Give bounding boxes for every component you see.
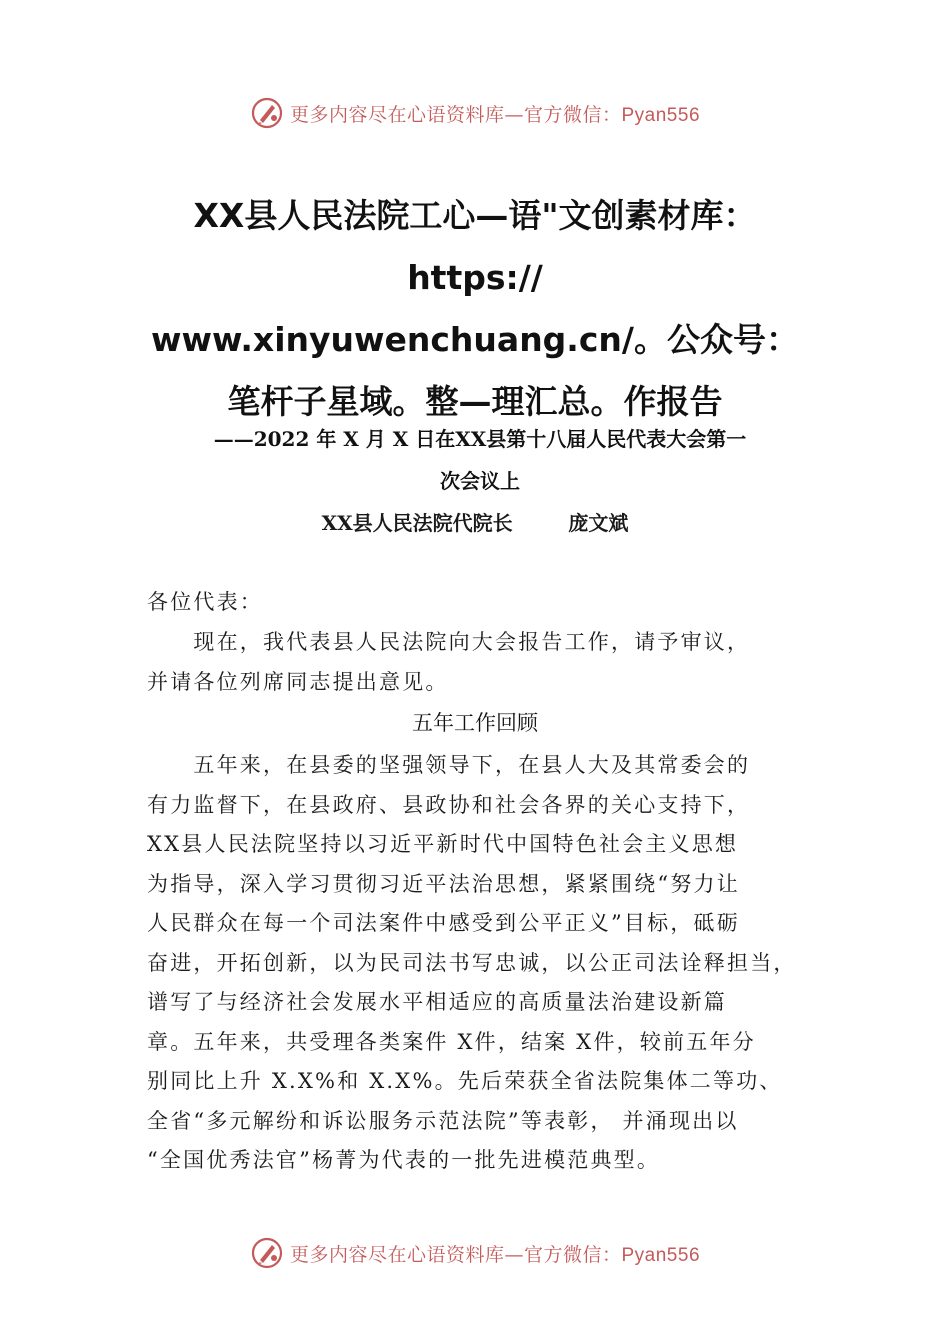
footer-watermark xyxy=(0,1233,950,1273)
subtitle-line: ——2022 年 X 月 X 日在XX县第十八届人民代表大会第一 xyxy=(213,427,747,451)
watermark-label: 更多内容尽在心语资料库—官方微信： xyxy=(289,1243,622,1266)
paragraph-line: 章。五年来，共受理各类案件 X件，结案 X件，较前五年分 xyxy=(147,1029,756,1054)
author-position: XX县人民法院代院长 xyxy=(321,511,513,535)
title-line: www.xinyuwenchuang.cn/。公众号： xyxy=(151,320,799,359)
header-watermark xyxy=(0,93,950,133)
subtitle-line: 次会议上 xyxy=(440,469,520,493)
review-paragraph xyxy=(147,746,827,1181)
title-line: 笔杆子星域。整—理汇总。作报告 xyxy=(227,382,723,421)
paragraph-line: 并请各位列席同志提出意见。 xyxy=(147,670,449,694)
watermark-text xyxy=(290,1240,700,1267)
author-line xyxy=(0,503,950,543)
paragraph-line: 别同比上升 X.X%和 X.X%。先后荣获全省法院集体二等功、 xyxy=(147,1069,783,1093)
paragraph-line: 有力监督下，在县政府、县政协和社会各界的关心支持下， xyxy=(147,792,751,817)
paragraph-line: “全国优秀法官”杨菁为代表的一批先进模范典型。 xyxy=(147,1148,661,1172)
author-name: 庞文斌 xyxy=(568,511,629,535)
section-heading: 五年工作回顾 xyxy=(412,711,538,735)
salutation-text: 各位代表： xyxy=(147,590,263,614)
pen-seal-icon xyxy=(250,96,284,130)
pen-seal-icon xyxy=(250,1236,284,1270)
document-subtitle xyxy=(140,418,820,502)
paragraph-line: 五年来，在县委的坚强领导下，在县人大及其常委会的 xyxy=(147,753,751,777)
watermark-wechat-id: Pyan556 xyxy=(621,1244,701,1266)
title-line: https:// xyxy=(407,258,543,297)
intro-paragraph xyxy=(147,622,827,702)
paragraph-line: XX县人民法院坚持以习近平新时代中国特色社会主义思想 xyxy=(147,832,739,856)
paragraph-line: 为指导，深入学习贯彻习近平法治思想，紧紧围绕“努力让 xyxy=(147,871,740,896)
paragraph-line: 人民群众在每一个司法案件中感受到公平正义”目标，砥砺 xyxy=(147,911,740,935)
document-title xyxy=(120,185,830,433)
paragraph-line: 奋进，开拓创新，以为民司法书写忠诚，以公正司法诠释担当， xyxy=(147,950,797,975)
paragraph-line: 全省“多元解纷和诉讼服务示范法院”等表彰， 并涌现出以 xyxy=(147,1108,739,1133)
watermark-label: 更多内容尽在心语资料库—官方微信： xyxy=(289,103,622,126)
salutation xyxy=(147,582,827,622)
paragraph-line: 谱写了与经济社会发展水平相适应的高质量法治建设新篇 xyxy=(147,990,727,1014)
paragraph-line: 现在，我代表县人民法院向大会报告工作，请予审议， xyxy=(147,630,751,654)
watermark-text xyxy=(290,100,700,127)
title-line: XX县人民法院工心—语"文创素材库： xyxy=(193,196,757,235)
watermark-wechat-id: Pyan556 xyxy=(621,104,701,126)
